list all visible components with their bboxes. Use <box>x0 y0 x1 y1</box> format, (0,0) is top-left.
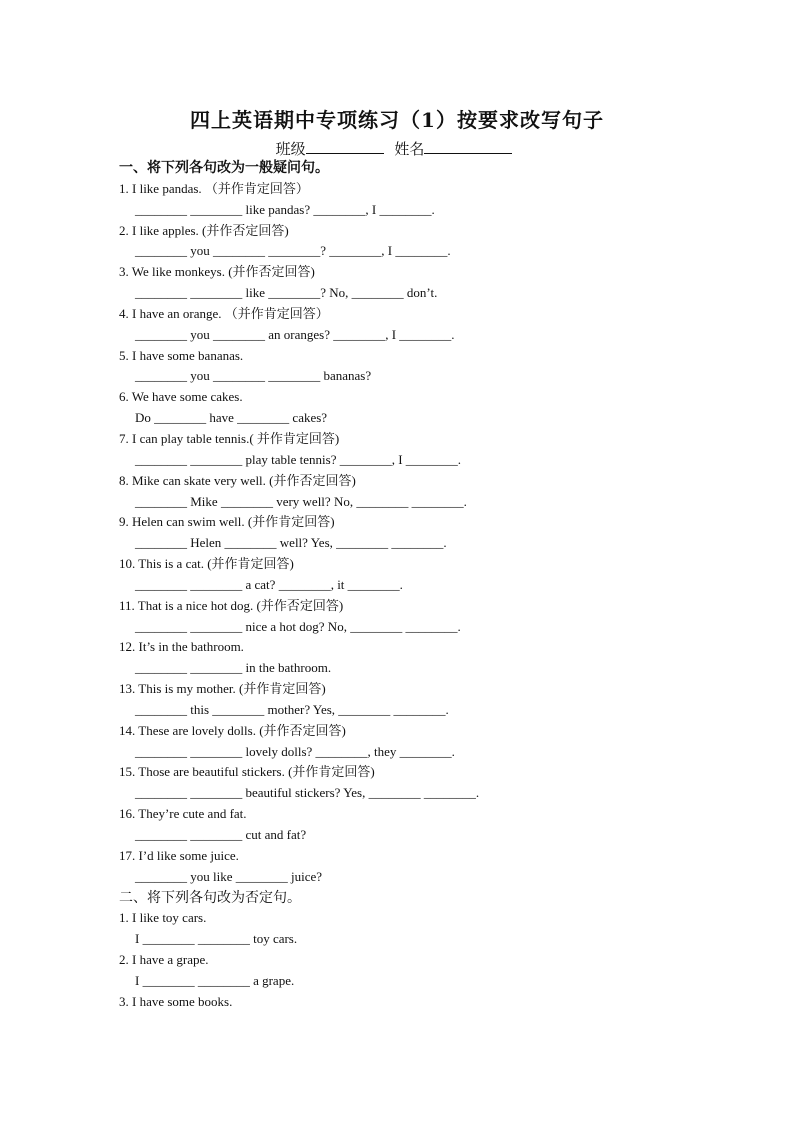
question-line: 2. I like apples. (并作否定回答) <box>119 222 289 238</box>
answer-line: ________ ________ in the bathroom. <box>135 660 332 676</box>
question-line: 10. This is a cat. (并作肯定回答) <box>119 556 294 572</box>
answer-line: ________ Helen ________ well? Yes, ________ ________. <box>135 535 447 551</box>
question-line: 6. We have some cakes. <box>119 389 243 405</box>
question-line: 3. We like monkeys. (并作否定回答) <box>119 264 315 280</box>
section-heading: 一、将下列各句改为一般疑问句。 <box>119 160 329 176</box>
answer-line: ________ ________ a cat? ________, it ________. <box>135 576 403 592</box>
question-line: 17. I’d like some juice. <box>119 847 239 863</box>
answer-line: I ________ ________ toy cars. <box>135 931 298 947</box>
question-line: 9. Helen can swim well. (并作肯定回答) <box>119 514 335 530</box>
question-line: 13. This is my mother. (并作肯定回答) <box>119 681 326 697</box>
exercise-list <box>119 158 719 1013</box>
question-line: 12. It’s in the bathroom. <box>119 639 244 655</box>
answer-line: ________ you like ________ juice? <box>135 868 323 884</box>
question-line: 5. I have some bananas. <box>119 347 244 363</box>
answer-line: ________ ________ lovely dolls? ________, they ________. <box>135 743 455 759</box>
answer-line: ________ ________ beautiful stickers? Yes, ________ ________. <box>135 785 480 801</box>
section-heading: 二、将下列各句改为否定句。 <box>119 889 301 906</box>
name-label: 姓名 <box>394 140 425 158</box>
answer-line: ________ ________ like ________? No, ________ don’t. <box>135 285 438 301</box>
question-line: 1. I like toy cars. <box>119 910 207 926</box>
answer-line: ________ this ________ mother? Yes, ________ ________. <box>135 701 449 717</box>
answer-line: ________ Mike ________ very well? No, ________ ________. <box>135 493 467 509</box>
page-title: 四上英语期中专项练习（1）按要求改写句子 <box>190 108 604 132</box>
question-line: 14. These are lovely dolls. (并作否定回答) <box>119 722 346 738</box>
answer-line: Do ________ have ________ cakes? <box>135 410 328 426</box>
question-line: 11. That is a nice hot dog. (并作否定回答) <box>119 597 344 613</box>
answer-line: ________ you ________ an oranges? ________, I ________. <box>135 326 455 342</box>
question-line: 1. I like pandas. （并作肯定回答） <box>119 180 309 196</box>
question-line: 16. They’re cute and fat. <box>119 806 247 822</box>
answer-line: I ________ ________ a grape. <box>135 972 295 988</box>
answer-line: ________ ________ play table tennis? ________, I ________. <box>135 451 462 467</box>
answer-line: ________ ________ nice a hot dog? No, ________ ________. <box>135 618 461 634</box>
answer-line: ________ ________ like pandas? ________, I ________. <box>135 201 435 217</box>
question-line: 4. I have an orange. （并作肯定回答） <box>119 305 329 321</box>
class-blank[interactable] <box>306 139 384 154</box>
answer-line: ________ you ________ ________ bananas? <box>135 368 372 384</box>
student-info-line <box>0 138 794 159</box>
question-line: 2. I have a grape. <box>119 952 209 968</box>
question-line: 15. Those are beautiful stickers. (并作肯定回答) <box>119 764 375 780</box>
question-line: 7. I can play table tennis.( 并作肯定回答) <box>119 430 340 446</box>
answer-line: ________ you ________ ________? ________, I ________. <box>135 243 451 259</box>
answer-line: ________ ________ cut and fat? <box>135 827 307 842</box>
name-blank[interactable] <box>424 139 512 154</box>
question-line: 8. Mike can skate very well. (并作否定回答) <box>119 472 356 488</box>
question-line: 3. I have some books. <box>119 993 233 1009</box>
class-label: 班级 <box>275 140 306 158</box>
